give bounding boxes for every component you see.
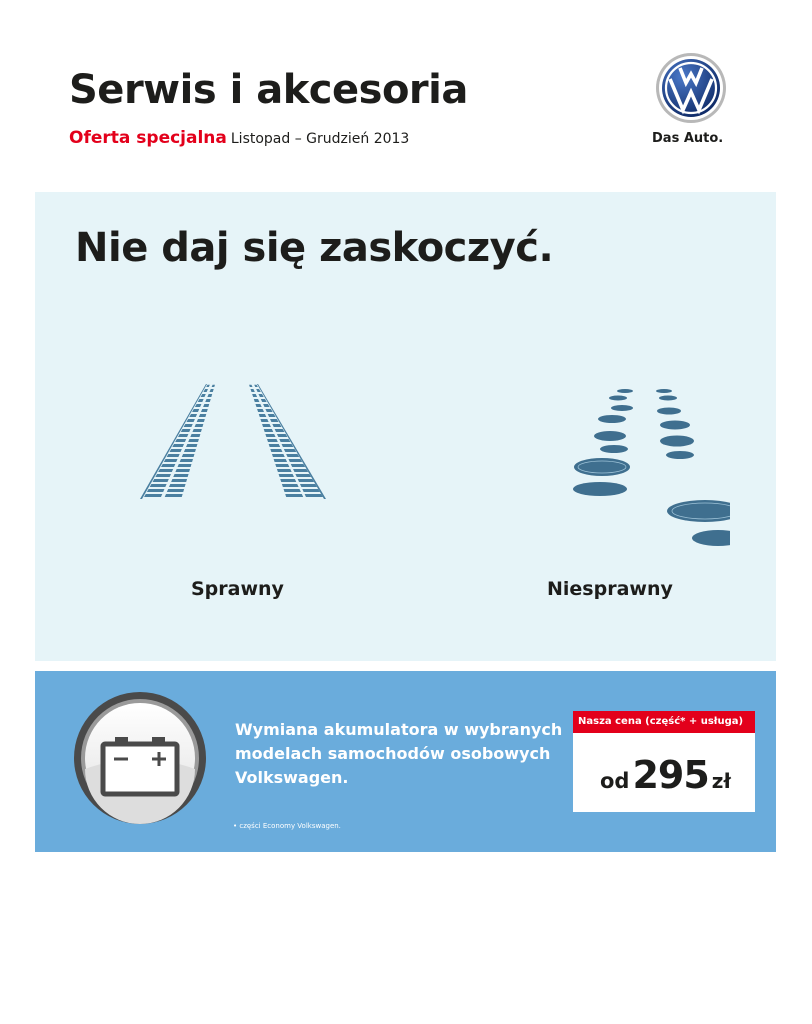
- price-label: Nasza cena (część* + usługa): [573, 711, 755, 733]
- footprints-icon: [530, 375, 730, 550]
- car-battery-icon: [73, 691, 207, 825]
- offer-panel: [35, 671, 776, 852]
- page-title: Serwis i akcesoria: [69, 67, 468, 113]
- offer-footnote: • części Economy Volkswagen.: [233, 822, 341, 830]
- price-value: 295: [632, 753, 709, 797]
- offer-description: Wymiana akumulatora w wybranych modelach samochodów osobowych Volkswagen.: [235, 720, 563, 787]
- tire-tracks-icon: [70, 384, 390, 499]
- volkswagen-logo-icon: [655, 52, 727, 124]
- price-currency: zł: [711, 769, 731, 793]
- hero-panel: [35, 192, 776, 661]
- price-prefix: od: [600, 769, 630, 793]
- offer-subtitle: [69, 128, 409, 148]
- label-sprawny: Sprawny: [191, 578, 284, 600]
- hero-headline: Nie daj się zaskoczyć.: [75, 225, 554, 271]
- price-row: [600, 753, 731, 797]
- label-niesprawny: Niesprawny: [547, 578, 673, 600]
- brand-tagline: Das Auto.: [652, 131, 724, 146]
- offer-label: Oferta specjalna: [69, 128, 227, 148]
- price-box: [573, 711, 755, 812]
- offer-dates: Listopad – Grudzień 2013: [230, 131, 410, 147]
